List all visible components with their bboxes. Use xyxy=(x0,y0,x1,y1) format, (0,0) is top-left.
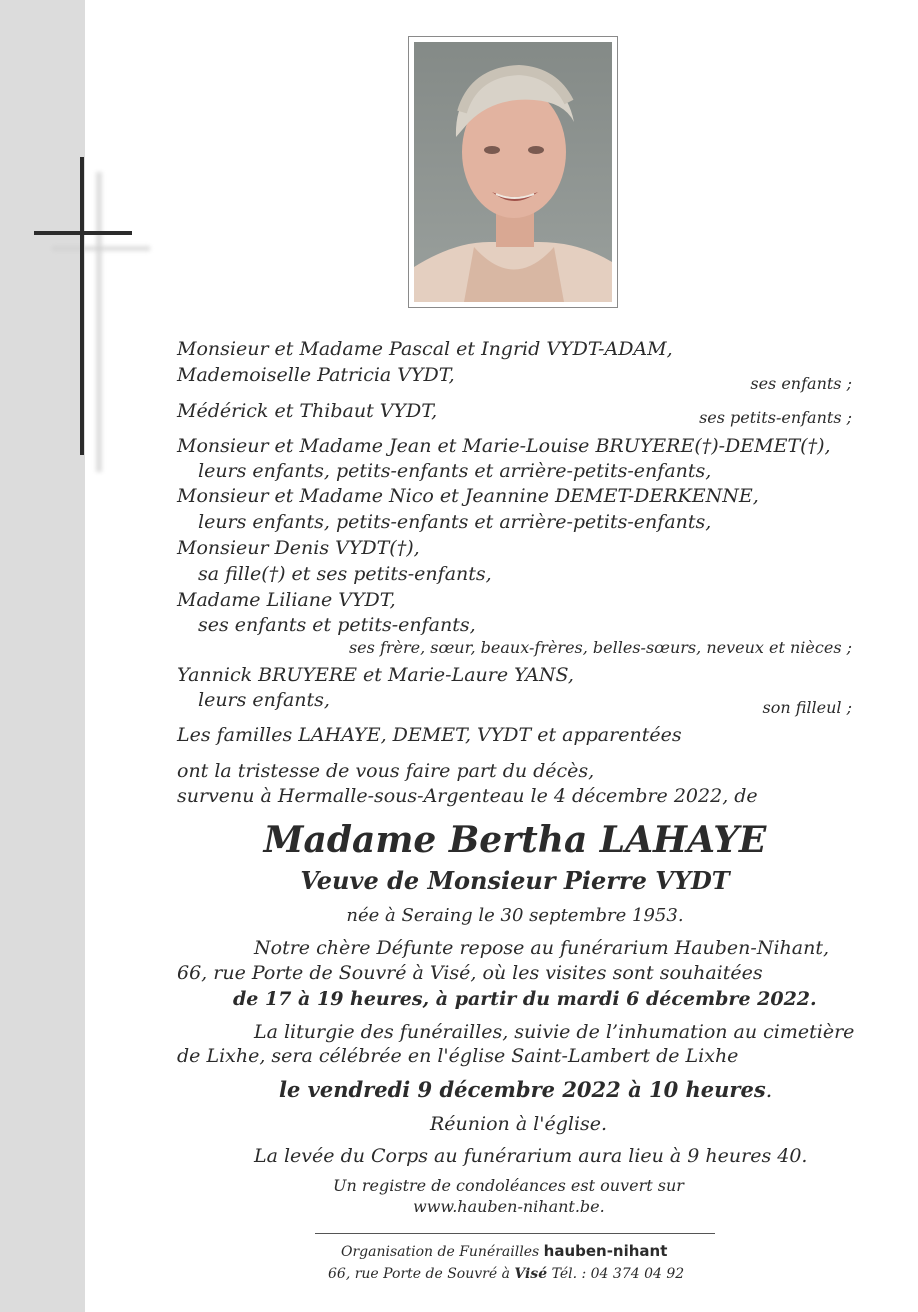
footer-divider xyxy=(315,1233,715,1234)
details-p1-line2: 66, rue Porte de Souvré à Visé, où les visites sont souhaitées xyxy=(177,962,763,984)
deceased-subtitle: Veuve de Monsieur Pierre VYDT xyxy=(300,866,730,895)
deceased-name: Madame Bertha LAHAYE xyxy=(263,819,767,861)
footer-address: 66, rue Porte de Souvré à Visé Tél. : 04 374 04 92 xyxy=(328,1266,685,1282)
photo-frame xyxy=(408,36,618,308)
family-line-9: sa fille(†) et ses petits-enfants, xyxy=(198,563,492,585)
family-line-6: Monsieur et Madame Nico et Jeannine DEMET-DERKENNE, xyxy=(177,485,759,507)
details-p2-line1: La liturgie des funérailles, suivie de l’inhumation au cimetière xyxy=(254,1021,855,1043)
levee-text: La levée du Corps au funérarium aura lieu à 9 heures 40. xyxy=(254,1145,808,1167)
announce-line-2: survenu à Hermalle-sous-Argenteau le 4 décembre 2022, de xyxy=(177,785,758,807)
ceremony-date: le vendredi 9 décembre 2022 à 10 heures. xyxy=(279,1077,773,1102)
family-line-7: leurs enfants, petits-enfants et arrière-petits-enfants, xyxy=(198,511,712,533)
details-p1-line3: de 17 à 19 heures, à partir du mardi 6 décembre 2022. xyxy=(233,988,817,1010)
family-line-13: leurs enfants, xyxy=(198,689,330,711)
relation-freres-soeurs: ses frère, sœur, beaux-frères, belles-sœurs, neveux et nièces ; xyxy=(348,638,852,657)
cross-icon-horizontal xyxy=(34,231,132,235)
family-line-10: Madame Liliane VYDT, xyxy=(177,589,396,611)
relation-enfants: ses enfants ; xyxy=(750,374,852,393)
family-line-12: Yannick BRUYERE et Marie-Laure YANS, xyxy=(177,664,574,686)
reunion-text: Réunion à l'église. xyxy=(430,1113,608,1135)
details-p1-line1: Notre chère Défunte repose au funérarium Hauben-Nihant, xyxy=(254,937,830,959)
deceased-born: née à Seraing le 30 septembre 1953. xyxy=(346,905,684,926)
left-sidebar-band xyxy=(0,0,85,1312)
footer-organisation: Organisation de Funérailles hauben-nihant xyxy=(341,1242,668,1260)
family-line-4: Monsieur et Madame Jean et Marie-Louise BRUYERE(†)-DEMET(†), xyxy=(177,435,831,457)
footer-brand-logo: hauben-nihant xyxy=(543,1242,668,1260)
registre-line-1: Un registre de condoléances est ouvert sur xyxy=(333,1176,684,1195)
family-line-1: Monsieur et Madame Pascal et Ingrid VYDT-ADAM, xyxy=(177,338,673,360)
family-line-8: Monsieur Denis VYDT(†), xyxy=(177,537,420,559)
relation-petits-enfants: ses petits-enfants ; xyxy=(699,408,852,427)
family-line-14: Les familles LAHAYE, DEMET, VYDT et apparentées xyxy=(177,724,682,746)
registre-link[interactable]: www.hauben-nihant.be. xyxy=(413,1197,605,1216)
family-line-5: leurs enfants, petits-enfants et arrière-petits-enfants, xyxy=(198,460,712,482)
family-line-11: ses enfants et petits-enfants, xyxy=(198,614,476,636)
portrait-photo xyxy=(414,42,612,302)
cross-shadow-horizontal xyxy=(52,246,150,251)
family-line-3: Médérick et Thibaut VYDT, xyxy=(177,400,438,422)
details-p2-line2: de Lixhe, sera célébrée en l'église Saint-Lambert de Lixhe xyxy=(177,1045,739,1067)
relation-filleul: son filleul ; xyxy=(762,698,852,717)
family-line-2: Mademoiselle Patricia VYDT, xyxy=(177,364,455,386)
announce-line-1: ont la tristesse de vous faire part du décès, xyxy=(177,760,595,782)
cross-icon-vertical xyxy=(80,157,84,455)
cross-shadow-vertical xyxy=(96,172,102,472)
